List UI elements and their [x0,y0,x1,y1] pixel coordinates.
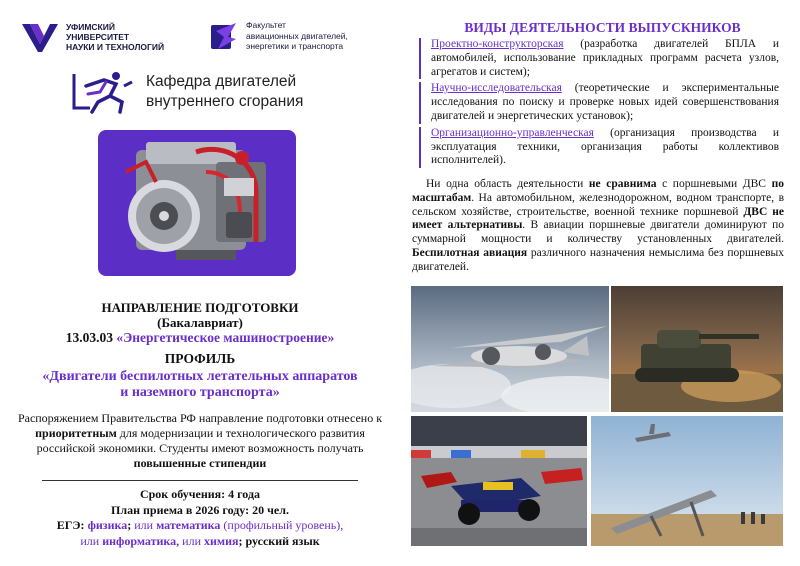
activity-item [419,127,779,168]
university-name-line: НАУКИ И ТЕХНОЛОГИЙ [66,42,165,52]
subject-chemistry: химия [204,533,239,548]
profile-name-line: и наземного транспорта» [120,385,280,400]
activity-text: (теоретические и экспериментальные исследования по поиску и проверке новых идей совершенствования двигателей и энергетических установок); [431,82,779,122]
direction-code-line [0,330,400,346]
or-word: или [80,533,103,548]
activity-label: Организационно-управленческая [431,126,594,139]
direction-name: «Энергетическое машиностроение» [116,330,335,345]
direction-block [0,300,400,330]
ice-importance-paragraph [412,178,784,275]
subject-physics: физика [87,518,128,532]
drone-launch-photo [591,416,783,546]
activity-item [419,82,779,123]
para-emphasis: ДВС не имеет альтернативы [412,205,784,232]
para-emphasis: Беспилотная авиация [412,246,528,259]
subject-informatics: информатика, [102,533,180,548]
university-logo [20,20,164,54]
activity-text: (разработка двигателей БПЛА и автомобилей, использование прикладных программ расчета узлов, агрегатов и систем); [431,38,779,78]
para-text: . На автомобильном, железнодорожном, водном транспорте, в сельском хозяйстве, строительстве, военной технике поршневой [412,191,784,218]
decree-text: Распоряжением Правительства РФ направление подготовки отнесено к [17,411,383,425]
divider [42,480,358,481]
exam-subjects-line [0,518,400,534]
activity-bar [419,82,421,123]
activities-title: ВИДЫ ДЕЯТЕЛЬНОСТИ ВЫПУСКНИКОВ [464,20,741,35]
department-name-line: Кафедра двигателей [146,73,297,90]
para-emphasis: не сравнима [588,178,657,190]
activity-bar [419,38,421,79]
subject-math: математика [156,518,221,532]
engine-illustration [106,132,286,277]
separator: ; [127,518,135,532]
para-text: различного назначения немыслима без поршневых двигателей. [412,246,785,273]
government-decree-text [14,411,386,471]
or-word: или [134,518,157,532]
math-note: (профильный уровень), [220,518,344,532]
activity-text: (организация производства и эксплуатация техники, организация работы коллективов исполнителей). [431,126,779,167]
profile-name [0,369,400,401]
para-text: Ни одна область деятельности [426,178,589,190]
faculty-logo [208,19,348,53]
separator: ; [238,533,246,548]
activity-bar [419,127,421,168]
study-duration: Срок обучения: 4 года [139,487,261,501]
direction-code: 13.03.03 [65,330,113,345]
faculty-name-line: Факультет [246,20,286,31]
profile-name-line: «Двигатели беспилотных летательных аппаратов [42,369,358,384]
aircraft-photo [411,286,609,412]
exam-subjects-line [0,534,400,550]
para-emphasis: по масштабам [412,178,784,204]
faculty-logo-icon [208,19,240,53]
exam-label: ЕГЭ: [56,518,88,532]
university-logo-icon [20,20,60,54]
runner-icon [70,68,136,116]
admission-plan: План приема в 2026 году: 20 чел. [111,502,289,517]
faculty-name-line: энергетики и транспорта [246,41,344,52]
faculty-name-line: авиационных двигателей, [246,30,348,41]
racing-cars-photo [411,416,587,546]
activities-list [419,38,779,171]
department-name-line: внутреннего сгорания [146,93,304,110]
profile-heading: ПРОФИЛЬ [164,351,236,366]
para-text: с поршневыми ДВС [656,178,772,190]
department-logo [70,68,303,116]
para-text: . В авиации поршневые двигатели доминируют по суммарной мощности и количеству установленных двигателей. [412,219,784,246]
subject-russian: русский язык [245,533,320,548]
direction-heading: НАПРАВЛЕНИЕ ПОДГОТОВКИ [101,300,299,315]
priority-emphasis: приоритетным [35,426,117,440]
activity-label: Проектно-конструкторская [431,38,564,50]
activity-item [419,38,779,79]
stipend-emphasis: повышенные стипендии [133,456,267,470]
activity-label: Научно-исследовательская [431,82,562,95]
university-name-line: УФИМСКИЙ [66,22,115,32]
or-word: или [179,533,204,548]
degree-level: (Бакалавриат) [157,315,243,330]
admission-terms [0,487,400,549]
tank-photo [611,286,783,412]
decree-text: для модернизации и технологического развития российской экономики. Студенты имеют возможность получать [36,426,365,455]
university-name-line: УНИВЕРСИТЕТ [66,32,130,42]
